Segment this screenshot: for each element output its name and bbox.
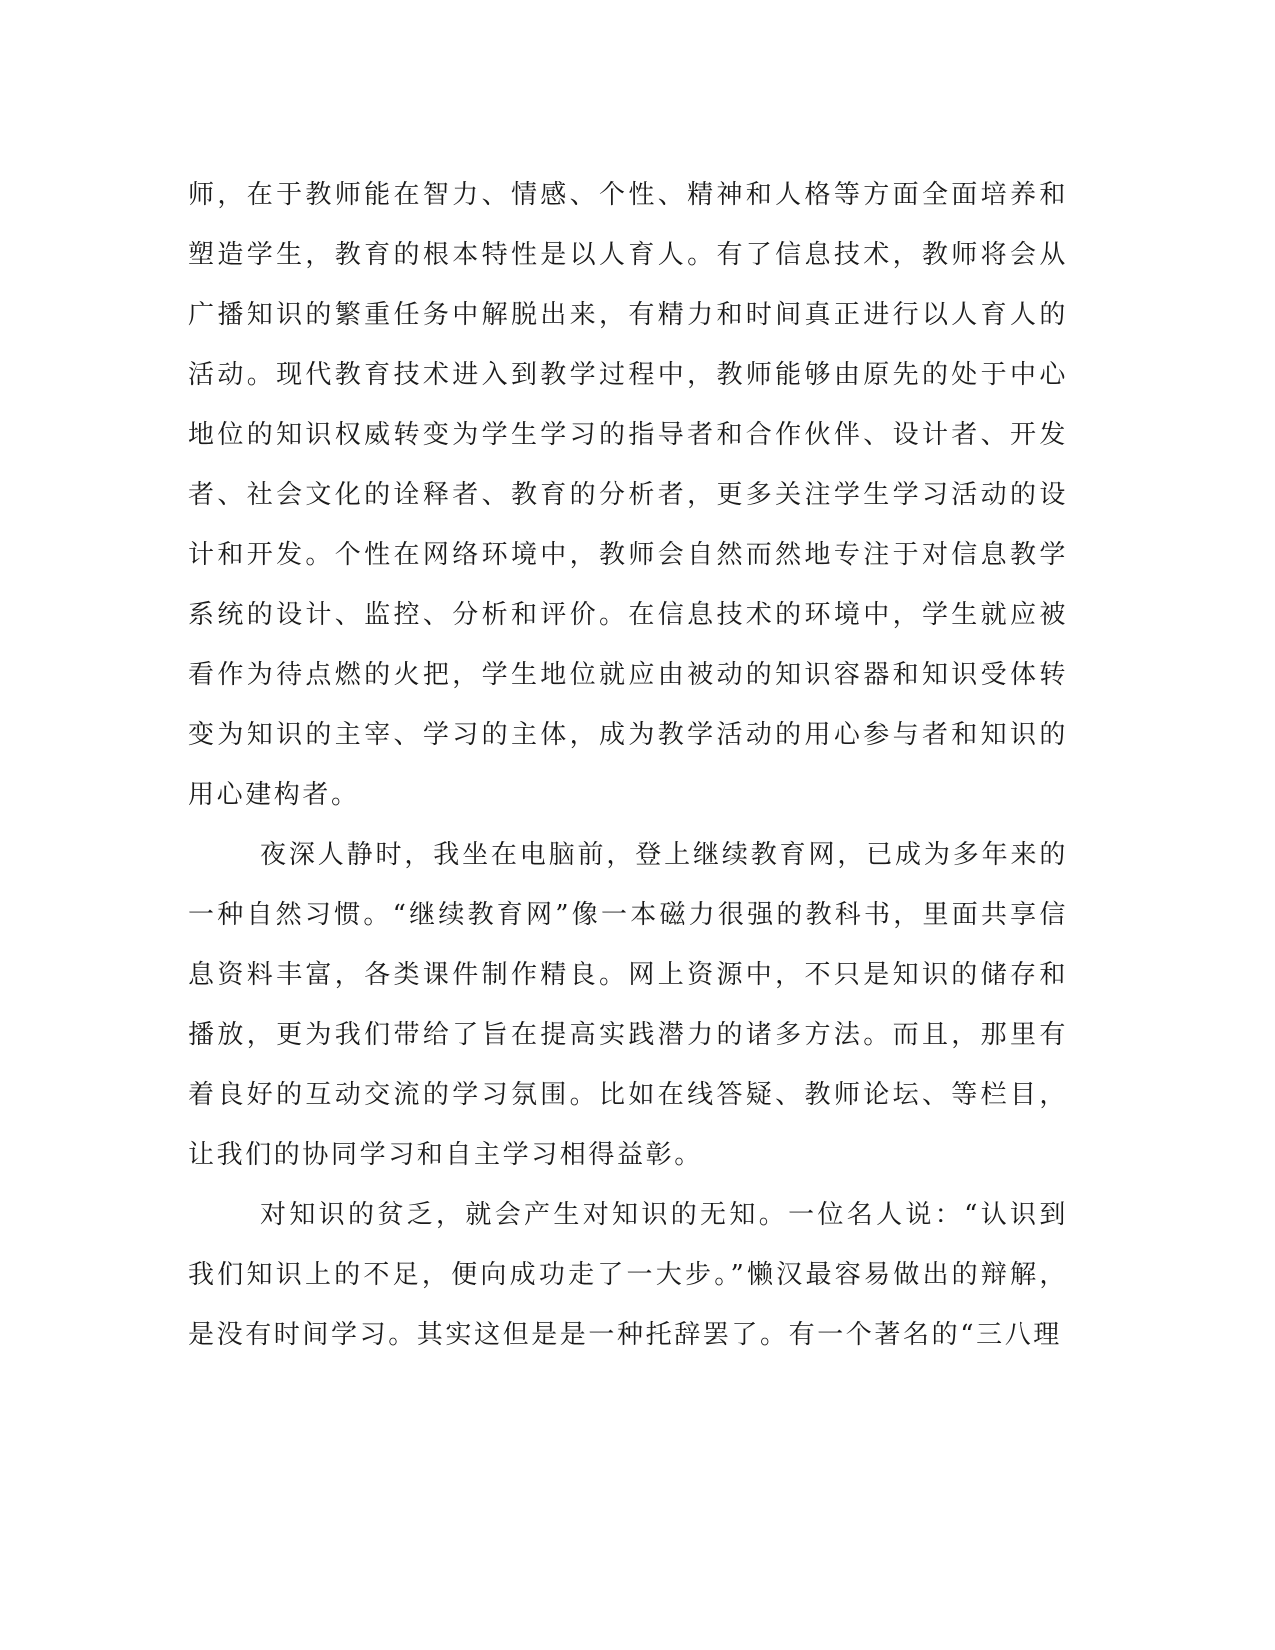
paragraph-3: 对知识的贫乏，就会产生对知识的无知。一位名人说：“认识到我们知识上的不足，便向成功走了一大步。”懒汉最容易做出的辩解，是没有时间学习。其实这但是是一种托辞罢了。有一个著名的“三八理	[188, 1200, 1068, 1350]
paragraph-1: 师，在于教师能在智力、情感、个性、精神和人格等方面全面培养和塑造学生，教育的根本特性是以人育人。有了信息技术，教师将会从广播知识的繁重任务中解脱出来，有精力和时间真正进行以人育人的活动。现代教育技术进入到教学过程中，教师能够由原先的处于中心地位的知识权威转变为学生学习的指导者和合作伙伴、设计者、开发者、社会文化的诠释者、教育的分析者，更多关注学生学习活动的设计和开发。个性在网络环境中，教师会自然而然地专注于对信息教学系统的设计、监控、分析和评价。在信息技术的环境中，学生就应被看作为待点燃的火把，学生地位就应由被动的知识容器和知识受体转变为知识的主宰、学习的主体，成为教学活动的用心参与者和知识的用心建构者。	[188, 180, 1068, 810]
document-body	[188, 165, 1068, 1365]
paragraph-2: 夜深人静时，我坐在电脑前，登上继续教育网，已成为多年来的一种自然习惯。“继续教育网”像一本磁力很强的教科书，里面共享信息资料丰富，各类课件制作精良。网上资源中，不只是知识的储存和播放，更为我们带给了旨在提高实践潜力的诸多方法。而且，那里有着良好的互动交流的学习氛围。比如在线答疑、教师论坛、等栏目，让我们的协同学习和自主学习相得益彰。	[188, 840, 1068, 1170]
